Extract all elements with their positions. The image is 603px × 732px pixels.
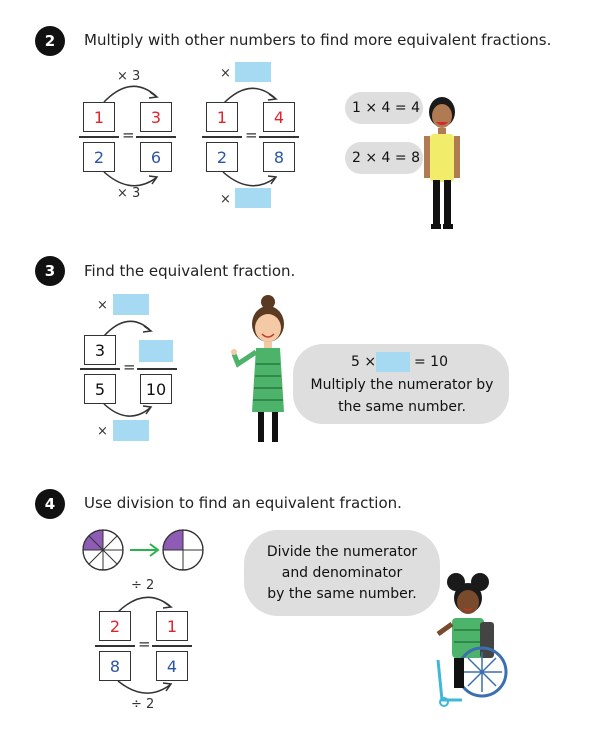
denominator-box: 4 — [156, 651, 188, 681]
denominator-box: 2 — [83, 142, 115, 172]
girl-character-icon — [228, 294, 286, 444]
blank-answer-box[interactable] — [376, 352, 410, 372]
girl-in-wheelchair-icon — [432, 572, 512, 712]
speech-text: and denominator — [281, 565, 403, 581]
boy-character-icon — [418, 92, 464, 234]
speech-text: Divide the numerator — [266, 544, 418, 560]
equals-sign: = — [138, 635, 151, 653]
numerator-box: 1 — [206, 102, 238, 132]
denominator-box: 8 — [99, 651, 131, 681]
numerator-box: 2 — [99, 611, 131, 641]
pie-eighths-icon — [83, 530, 123, 570]
fraction-bar — [79, 136, 119, 138]
multiply-bottom-label: × — [97, 424, 108, 439]
numerator-box: 3 — [84, 335, 116, 365]
denominator-box: 2 — [206, 142, 238, 172]
numerator-box: 1 — [156, 611, 188, 641]
speech-text: Multiply the numerator by — [310, 377, 494, 393]
numerator-box: 3 — [140, 102, 172, 132]
question-4-number: 4 — [35, 489, 65, 519]
speech-text-suffix: = 10 — [414, 354, 448, 370]
question-2-number: 2 — [35, 26, 65, 56]
fraction-bar — [137, 368, 177, 370]
multiply-top-label: × 3 — [117, 69, 141, 84]
denominator-box: 8 — [263, 142, 295, 172]
fraction-bar — [202, 136, 242, 138]
blank-answer-box[interactable] — [113, 294, 149, 315]
question-4-prompt: Use division to find an equivalent fraction. — [84, 494, 402, 512]
denominator-box: 10 — [140, 374, 172, 404]
denominator-box: 5 — [84, 374, 116, 404]
pie-quarters-icon — [163, 530, 203, 570]
divide-top-label: ÷ 2 — [131, 578, 155, 593]
speech-text: the same number. — [338, 399, 466, 415]
blank-answer-box[interactable] — [235, 188, 271, 208]
blank-answer-box[interactable] — [113, 420, 149, 441]
question-3-number: 3 — [35, 256, 65, 286]
multiply-bottom-label: × — [220, 192, 231, 207]
fraction-bar — [136, 136, 176, 138]
equals-sign: = — [123, 358, 136, 376]
speech-text-prefix: 5 × — [351, 354, 377, 370]
multiply-top-label: × — [220, 66, 231, 81]
speech-text: by the same number. — [267, 586, 417, 602]
blank-answer-box[interactable] — [235, 62, 271, 82]
fraction-bar — [152, 645, 192, 647]
fraction-bar — [95, 645, 135, 647]
numerator-box: 1 — [83, 102, 115, 132]
multiply-bottom-label: × 3 — [117, 186, 141, 201]
pie-equivalence-diagram — [82, 528, 206, 572]
question-3-prompt: Find the equivalent fraction. — [84, 262, 296, 280]
blank-numerator-box[interactable] — [139, 340, 173, 362]
fraction-bar — [259, 136, 299, 138]
fraction-bar — [80, 368, 120, 370]
equals-sign: = — [245, 126, 258, 144]
equals-sign: = — [122, 126, 135, 144]
multiply-top-label: × — [97, 298, 108, 313]
speech-text: 2 × 4 = 8 — [352, 150, 420, 166]
numerator-box: 4 — [263, 102, 295, 132]
question-2-prompt: Multiply with other numbers to find more equivalent fractions. — [84, 31, 552, 49]
divide-bottom-label: ÷ 2 — [131, 697, 155, 712]
speech-text: 1 × 4 = 4 — [352, 100, 420, 116]
denominator-box: 6 — [140, 142, 172, 172]
green-arrow-icon — [130, 544, 158, 556]
